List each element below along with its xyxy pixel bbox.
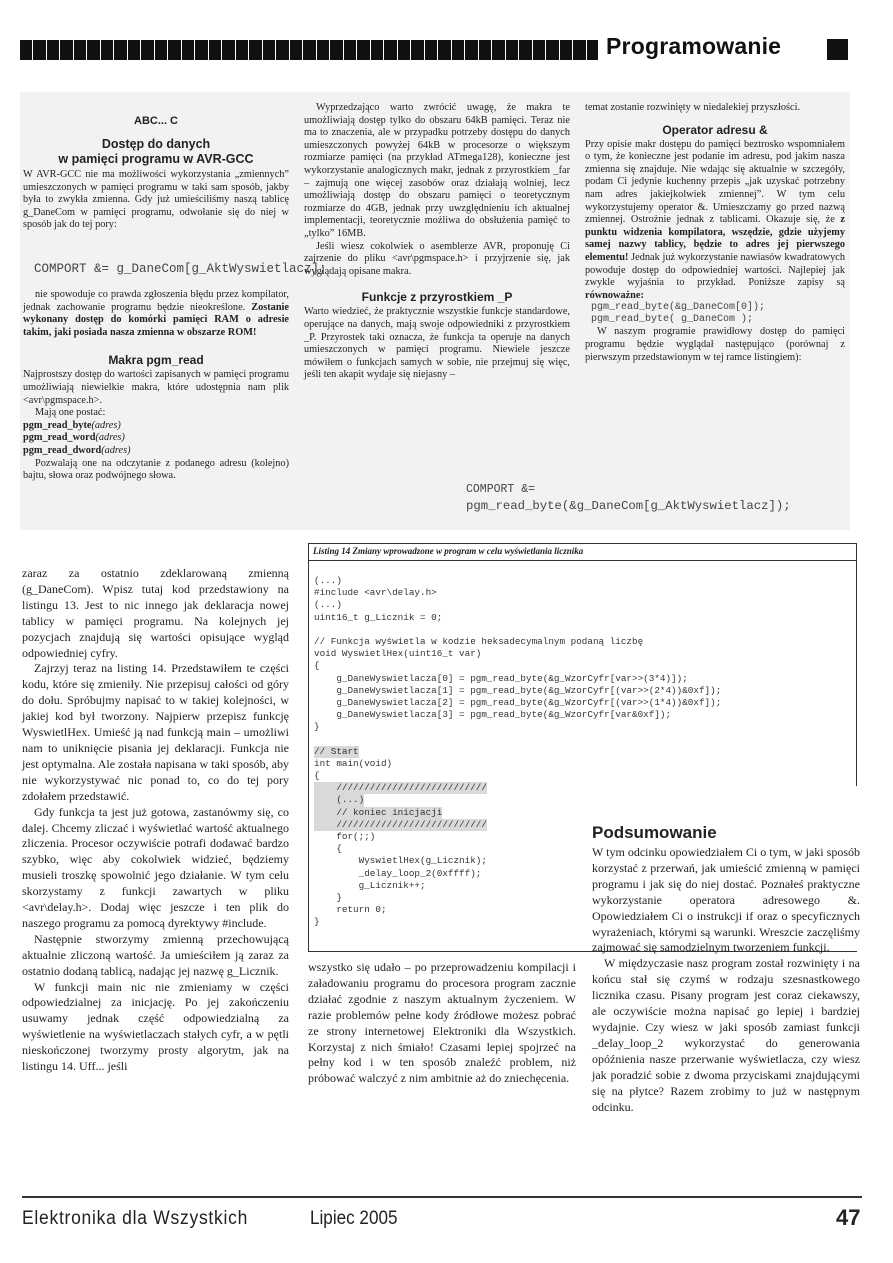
left-column: [22, 566, 289, 1075]
section-title: Programowanie: [606, 33, 782, 59]
box-heading-line2: w pamięci programu w AVR-GCC: [58, 152, 254, 166]
listing-line: g_DaneWyswietlacza[3] = pgm_read_byte(&g_WzorCyfr[var&0xf]);: [314, 709, 672, 721]
box-macro-1: pgm_read_byte(adres): [23, 419, 121, 431]
box-macro-2: pgm_read_word(adres): [23, 432, 125, 444]
listing-line: }: [314, 721, 320, 733]
listing-line: (...): [314, 575, 342, 586]
listing-line: void WyswietlHex(uint16_t var): [314, 648, 482, 660]
summary-para1: W tym odcinku opowiedziałem Ci o tym, w jaki sposób korzystać z przerwań, jak umieścić zmienną w pamięci programu i jak się do niej dostać. Poznałeś praktyczne wykorzystanie operatora adresowego &. Opowiedziałem Ci o instrukcji if oraz o specyficznych wyrażeniach, którymi są warunki. Wreszcie zaczęliśmy zajmować się samodzielnym tworzeniem funkcji.: [592, 845, 860, 955]
box-col1-para4: Mają one postać:: [35, 407, 106, 419]
left-para3: Gdy funkcja ta jest już gotowa, zastanówmy się, co dalej. Chcemy zliczać i wyświetlać wartość aktualnego zliczenia. Procesor oczywiście potrafi dodawać bardzo szybko, więc aby cokolwiek widzieć, będziemy musieli troszkę spowolnić jego działanie. W tym celu skorzystamy z funkcji zawartych w pliku <avr\delay.h>. Dodaj więc jeszcze i ten plik do naszego programu za pomocą dyrektywy #include.: [22, 804, 289, 930]
footer-magazine: Elektronika dla Wszystkich: [22, 1208, 249, 1229]
box-col2: [304, 102, 570, 382]
box-col1-para5: Pozwalają one na odczytanie z podanego adresu (kolejno) bajtu, słowa oraz podwójnego słowa.: [23, 457, 289, 482]
listing-line: {: [314, 770, 320, 782]
header-square: [827, 39, 848, 60]
listing-caption-rule: [308, 560, 857, 561]
listing-line: g_DaneWyswietlacza[1] = pgm_read_byte(&g_WzorCyfr[(var>>(2*4))&0xf]);: [314, 684, 722, 696]
box-col2-para1: Wyprzedzająco warto zwrócić uwagę, że makra te umożliwiają dostęp tylko do obszaru 64kB pamięci. Teraz nie ma to znaczenia, ale w przypadku potrzeby dostępu do danych umieszczonych powyżej 64kB w procesorze o większym rozmiarze pamięci (na przykład ATmega128), konieczne jest wykorzystanie analogicznych makr, jednak z przyrostkiem _far – zajmują one więcej zasobów oraz działają wolniej, lecz umożliwiają dostęp do obszaru pamięci o teoretycznym rozmiarze do 4GB, jednak przy uwzględnieniu ich aktualnej implementacji, teoretycznie możliwa do obsłużenia pamięć to „tylko” 16MB.: [304, 102, 570, 239]
box-col2-para3: Warto wiedzieć, że praktycznie wszystkie funkcje standardowe, operujące na danych, mają swoje odpowiedniki z przyrostkiem _P. Przyrostek taki oznacza, że funkcja ta operuje na danych umieszczonych w pamięci programu. Niewiele jeszcze mówiłem o funkcjach samych w sobie, nie przejmuj się więc, jeśli ten akapit wydaje się niejasny –: [304, 306, 570, 381]
listing-line: return 0;: [314, 904, 387, 916]
left-para1: zaraz za ostatnio zdeklarowaną zmienną (g_DaneCom). Wpisz tutaj kod przedstawiony na listingu 13. Jest to nic innego jak deklaracja nowej tablicy w pamięci programu. Na kolejnych jej pozycjach znajdują się wartości opisujące wygląd odpowiedniej cyfry.: [22, 566, 289, 660]
listing-line: for(;;): [314, 831, 376, 843]
box-macro-3: pgm_read_dword(adres): [23, 444, 131, 456]
left-para4: Następnie stworzymy zmienną przechowującą aktualnie zliczoną wartość. Ja umieściłem ją zaraz za ostatnio dodaną tablicą, nadając jej nazwę g_Licznik.: [22, 931, 289, 978]
box-pre-heading: ABC... C: [134, 115, 178, 127]
listing-right-border: [856, 543, 857, 786]
listing-line: g_Licznik++;: [314, 879, 426, 891]
listing-line: [314, 624, 574, 636]
listing-line: g_DaneWyswietlacza[2] = pgm_read_byte(&g_WzorCyfr[(var>>(1*4))&0xf]);: [314, 696, 722, 708]
box-col1: [23, 114, 289, 232]
left-para5: W funkcji main nic nie zmieniamy w części odpowiedzialnej za inicjację. Po jej zakończeniu usuwamy jednak część odpowiedzialną za wyświetlenie na wyświetlaczach stałych cyfr, a w pętli nieskończonej tworzymy prosty algorytm, jak na listingu 14. Uff... jeśli: [22, 979, 289, 1074]
listing-line: // koniec inicjacji: [314, 806, 443, 818]
box-col3-para1: temat zostanie rozwinięty w niedalekiej przyszłości.: [585, 102, 801, 113]
listing-line: ///////////////////////////: [314, 818, 487, 830]
listing-line: {: [314, 843, 342, 855]
box-col1-para3: Najprostszy dostęp do wartości zapisanych w pamięci programu umożliwiają niewielkie makra, które udostępnia nam plik <avr\pgmspace.h>.: [23, 369, 289, 406]
box-col3-para3: W naszym programie prawidłowy dostęp do pamięci programu będzie wyglądał następująco (porównaj z pierwszym przedstawionym w tej ramce listingiem):: [585, 326, 845, 363]
footer-page-number: 47: [836, 1205, 861, 1230]
listing-line: (...): [314, 794, 365, 806]
listing-line: }: [314, 916, 320, 928]
box-col2-para2: Jeśli wiesz cokolwiek o asemblerze AVR, proponuję Ci zajrzenie do pliku <avr\pgmspace.h> i przyjrzenie się, jak wyglądają opisane makra.: [304, 240, 570, 277]
listing-line: // Start: [314, 745, 359, 757]
box-heading-operator: Operator adresu &: [662, 122, 768, 137]
listing-line: {: [314, 660, 320, 672]
listing-line: _delay_loop_2(0xffff);: [314, 867, 482, 879]
box-code-wide-2: pgm_read_byte(&g_DaneCom[g_AktWyswietlacz]);: [466, 499, 791, 513]
box-col3: [585, 102, 845, 364]
box-code-pgm1: pgm_read_byte(&g_DaneCom[0]);: [591, 302, 766, 314]
listing-line: (...): [314, 599, 342, 611]
box-col1-lower: [23, 289, 289, 483]
middle-para1: wszystko się udało – po przeprowadzeniu kompilacji i załadowaniu programu do procesora program zacznie działać zgodnie z naszym aktualnym życzeniem. W razie problemów pełne kody źródłowe możesz pobrać ze strony internetowej Elektroniki dla Wszystkich. Korzystaj z nich śmiało! Czasami lepiej spojrzeć na pełny kod i w ten sposób znaleźć problem, niż próbować walczyć z nim ambitnie aż do zniechęcenia.: [308, 960, 576, 1086]
box-heading-makra: Makra pgm_read: [108, 353, 204, 368]
box-code-wide-1: COMPORT &=: [466, 483, 536, 496]
listing-line: int main(void): [314, 757, 393, 769]
box-col1-para2: nie spowoduje co prawda zgłoszenia błędu przez kompilator, jednak zachowanie programu będzie nieokreślone. Zostanie wykonany dostęp do komórki pamięci RAM o adresie takim, jaki posiada nasza zmienna w obszarze ROM!: [23, 289, 289, 338]
listing-line: WyswietlHex(g_Licznik);: [314, 855, 487, 867]
summary-para2: W międzyczasie nasz program został rozwinięty i na końcu stał się czymś w rodzaju szesnastkowego licznika czasu. Pisany program jest coraz ciekawszy, ale oczywiście można napisać go lepiej i bardziej wydajnie. Czy wiesz w jaki sposób zamiast funkcji _delay_loop_2 wykorzystać do generowania opóźnienia nasze przerwanie wyświetlacza, czy wiesz jak poradzić sobie z dwoma przyciskami znajdującymi się na płytce? Razem zrobimy to już w następnym odcinku.: [592, 956, 860, 1114]
listing-line: [314, 733, 574, 745]
box-code-pgm2: pgm_read_byte( g_DaneCom );: [591, 314, 754, 326]
box-col3-para2: Przy opisie makr dostępu do pamięci beztrosko wspomniałem o tym, że konieczne jest podanie im adresu, pod jakim nasza zmienna się znajduje. Nie wdając się aktualnie w szczegóły, podam Ci jedynie kuchenny przepis „jak uzyskać potrzebny nam adres jakiejkolwiek zmiennej”. W tym celu wykorzystujemy operator &. Umieszczamy go przed nazwą zmiennej. Ostrożnie jednak z tablicami. Okazuje się, że z punktu widzenia kompilatora, wszędzie, gdzie użyjemy samej nazwy tablicy, będzie to adres jej pierwszego elementu! Jednak już wykorzystanie nawiasów kwadratowych powoduje dostęp do odpowiedniej wartości. Najlepiej jak zwykle wyjaśnia to przykład. Poniższe zapisy są równoważne:: [585, 138, 845, 301]
summary-heading: Podsumowanie: [592, 823, 717, 842]
box-col1-para1: W AVR-GCC nie ma możliwości wykorzystania „zmiennych” umieszczonych w pamięci programu w taki sam sposób, jakby była to zwykła zmienna. Gdy już umieściliśmy naszą tablicę g_DaneCom w pamięci programu, odwołanie się do niej w sposób jak do tej pory:: [23, 169, 289, 231]
listing-line: }: [314, 891, 342, 903]
box-heading-funkcje: Funkcje z przyrostkiem _P: [361, 290, 513, 305]
footer-issue: Lipiec 2005: [310, 1208, 398, 1229]
listing-caption: Listing 14 Zmiany wprowadzone w program w celu wyświetlania licznika: [313, 546, 584, 556]
summary-section: [592, 823, 860, 1115]
footer-rule: [22, 1196, 862, 1198]
listing-line: #include <avr\delay.h>: [314, 587, 437, 599]
listing-line: // Funkcja wyświetla w kodzie heksadecymalnym podaną liczbę: [314, 635, 644, 647]
middle-column: [308, 960, 576, 1087]
box-heading-line1: Dostęp do danych: [101, 137, 211, 151]
header-bar: [20, 40, 598, 60]
box-code-comport: COMPORT &= g_DaneCom[g_AktWyswietlacz];: [34, 262, 327, 276]
listing-line: uint16_t g_Licznik = 0;: [314, 611, 443, 623]
listing-line: g_DaneWyswietlacza[0] = pgm_read_byte(&g_WzorCyfr[var>>(3*4)]);: [314, 672, 688, 684]
left-para2: Zajrzyj teraz na listing 14. Przedstawiłem te części kodu, które się zmieniły. Nie przepisuj całości od góry do dołu. Spróbujmy napisać to w takiej kolejności, w jakiej kod był tworzony. Najpierw przepisz funkcję WyswietlHex. Umieść ją nad funkcją main – umożliwi nam to uniknięcie pisania jej deklaracji. Funkcja nie jest optymalna. Ale została napisana w taki sposób, aby nie wykorzystywać nic ponad to, co do tej pory zdołałem przedstawić.: [22, 661, 289, 803]
listing-line: ///////////////////////////: [314, 782, 487, 794]
